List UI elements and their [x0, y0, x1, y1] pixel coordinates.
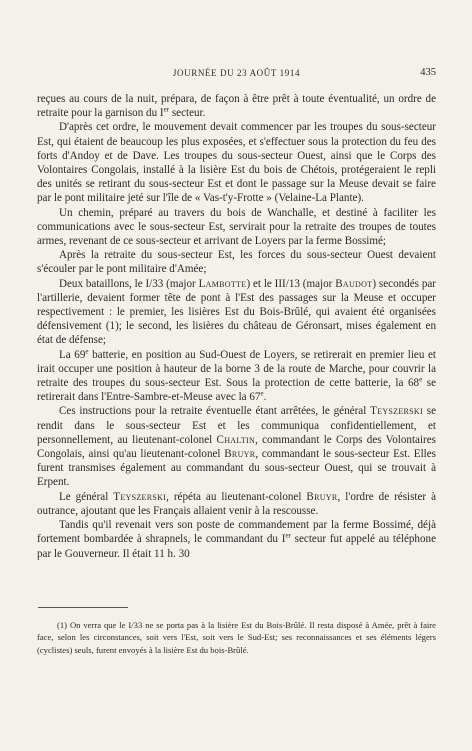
- person-name: Teyszerski: [370, 405, 423, 418]
- footnote-divider: [38, 607, 128, 608]
- text-run: secteur.: [169, 107, 206, 120]
- footnote-text: (1) On verra que le I/33 ne se porta pas à la lisière Est du Bois-Brûlé. Il resta disposé à Amée, prêt à faire face, selon les circonstances, soit vers l'Est, soit vers le Sud-Est; ses reconnaissances et ses éléments légers (cyclistes) seuls, furent envoyés à la lisière Est du bois-Brûlé.: [37, 620, 436, 655]
- page-number: 435: [420, 67, 436, 78]
- text-run: Ces instructions pour la retraite éventuelle étant arrêtées, le général: [59, 405, 371, 418]
- text-run: se retirerait dans l'Entre-Sambre-et-Meuse avec la 67: [37, 377, 437, 404]
- text-run: , l'ordre de résister à outrance, ajoutant que les Français allaient venir à la rescousse.: [37, 490, 437, 517]
- person-name: Chaltin: [216, 433, 256, 446]
- text-run: Le général: [59, 490, 114, 503]
- running-title: JOURNÉE DU 23 AOÛT 1914: [172, 68, 301, 78]
- paragraph: [37, 404, 436, 489]
- paragraph: Un chemin, préparé au travers du bois de Wanchalle, et destiné à faciliter les communications avec le sous-secteur Est, servirait pour la retraite des troupes de toutes armes, revenant de ce sous-secteur et arrivant de Loyers par la ferme Bossimé;: [37, 206, 436, 248]
- superscript: e: [85, 346, 89, 355]
- text-run: La 69: [59, 348, 86, 361]
- text-run: ) secondés par l'artillerie, devaient former tête de pont à l'Est des passages sur la Meuse et occuper respectivement : le premier, les lisières Est du Bois-Brûlé, qui avaient été organisées défensivement (1); le second, les lisières du château de Géronsart, mises également en état de défense;: [37, 277, 436, 347]
- text-run: .: [263, 391, 267, 404]
- paragraph: [37, 277, 436, 348]
- paragraph: [37, 490, 436, 518]
- superscript: e: [260, 389, 264, 398]
- paragraph: [37, 518, 436, 561]
- person-name: Bruyr: [306, 490, 338, 503]
- text-run: , répéta au lieutenant-colonel: [166, 490, 307, 503]
- person-name: Lambotte: [198, 277, 247, 290]
- main-text: [37, 92, 436, 561]
- text-run: secteur fut appelé au téléphone par le Gouverneur. Il était 11 h. 30: [37, 533, 436, 560]
- paragraph: [37, 348, 436, 405]
- superscript: er: [285, 531, 291, 540]
- text-run: reçues au cours de la nuit, prépara, de façon à être prêt à toute éventualité, un ordre de retraite pour la garnison du I: [37, 93, 436, 120]
- running-header: [37, 68, 436, 82]
- paragraph: Après la retraite du sous-secteur Est, les forces du sous-secteur Ouest devaient s'écouler par le pont militaire d'Amée;: [37, 249, 436, 276]
- superscript: er: [163, 105, 170, 114]
- text-run: se rendit dans le sous-secteur Est et les communiqua confidentiellement, et personnellement, au lieutenant-colonel: [37, 405, 436, 446]
- text-run: ) et le III/13 (major: [246, 277, 336, 290]
- person-name: Baudot: [335, 277, 373, 290]
- text-run: , commandant le sous-secteur Est. Elles furent transmises également au commandant du sous-secteur Ouest, qui se trouvait à Erpent.: [37, 448, 436, 489]
- person-name: Bruyr: [224, 448, 256, 461]
- text-run: Deux bataillons, le I/33 (major: [59, 277, 199, 290]
- text-run: , commandant le Corps des Volontaires Congolais, ainsi qu'au lieutenant-colonel: [37, 433, 436, 461]
- paragraph: [37, 92, 436, 120]
- person-name: Teyszerski: [113, 490, 167, 503]
- text-run: Tandis qu'il revenait vers son poste de commandement par la ferme Bossimé, déjà fortement bombardée à shrapnels, le commandant du I: [37, 519, 436, 546]
- text-run: batterie, en position au Sud-Ouest de Loyers, se retirerait en premier lieu et irait occuper une position à hauteur de la borne 3 de la route de Marche, pour couvrir la retraite des troupes du sous-secteur Est. Sous la protection de cette batterie, la 68: [37, 348, 436, 390]
- superscript: e: [419, 375, 423, 384]
- paragraph: D'après cet ordre, le mouvement devait commencer par les troupes du sous-secteur Est, qui étaient de beaucoup les plus exposées, et s'effectuer sous la protection du feu des forts d'Andoy et de Dave. Les troupes du sous-secteur Ouest, ainsi que le Corps des Volontaires Congolais, installé à la lisière Est du bois de Chétois, protégeraient le repli des unités se retirant du sous-secteur Est et dont le passage sur la Meuse devait se faire par le pont militaire jeté sur l'île de « Vas-t'y-Frotte » (Velaine-La Plante).: [37, 121, 436, 205]
- footnote: [37, 619, 436, 656]
